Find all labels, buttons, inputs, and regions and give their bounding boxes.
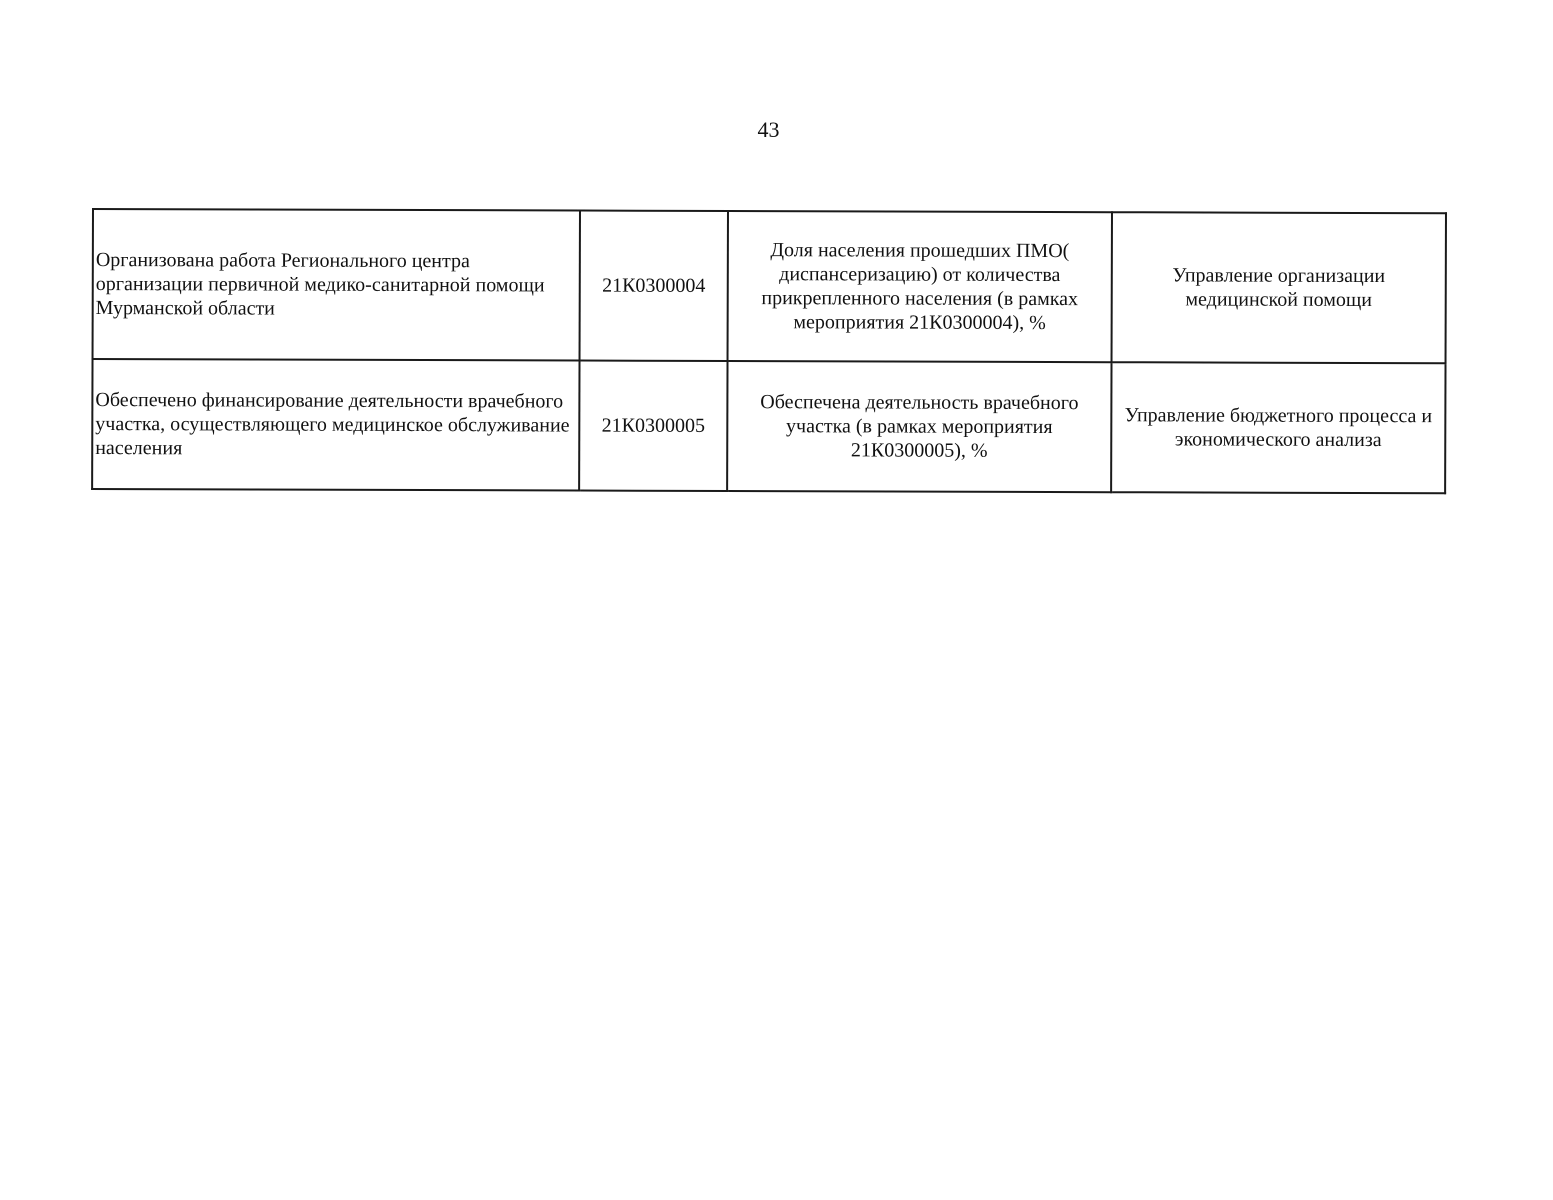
indicator-cell: Доля населения прошедших ПМО( диспансеризацию) от количества прикрепленного населения (в рамках мероприятия 21К0300004), %: [728, 211, 1112, 362]
result-cell: Обеспечено финансирование деятельности врачебного участка, осуществляющего медицинское обслуживание населения: [92, 359, 579, 491]
indicator-cell: Обеспечена деятельность врачебного участка (в рамках мероприятия 21К0300005), %: [727, 361, 1111, 492]
department-cell: Управление бюджетного процесса и экономического анализа: [1111, 362, 1445, 493]
page-number: 43: [757, 117, 780, 142]
result-cell: Организована работа Регионального центра организации первичной медико-санитарной помощи Мурманской области: [93, 209, 580, 361]
code-cell: 21К0300004: [580, 211, 728, 361]
table-row: [92, 359, 1445, 493]
table-row: [93, 209, 1446, 363]
department-cell: Управление организации медицинской помощи: [1112, 212, 1446, 363]
measures-table: [91, 208, 1447, 494]
code-cell: 21К0300005: [579, 361, 727, 491]
